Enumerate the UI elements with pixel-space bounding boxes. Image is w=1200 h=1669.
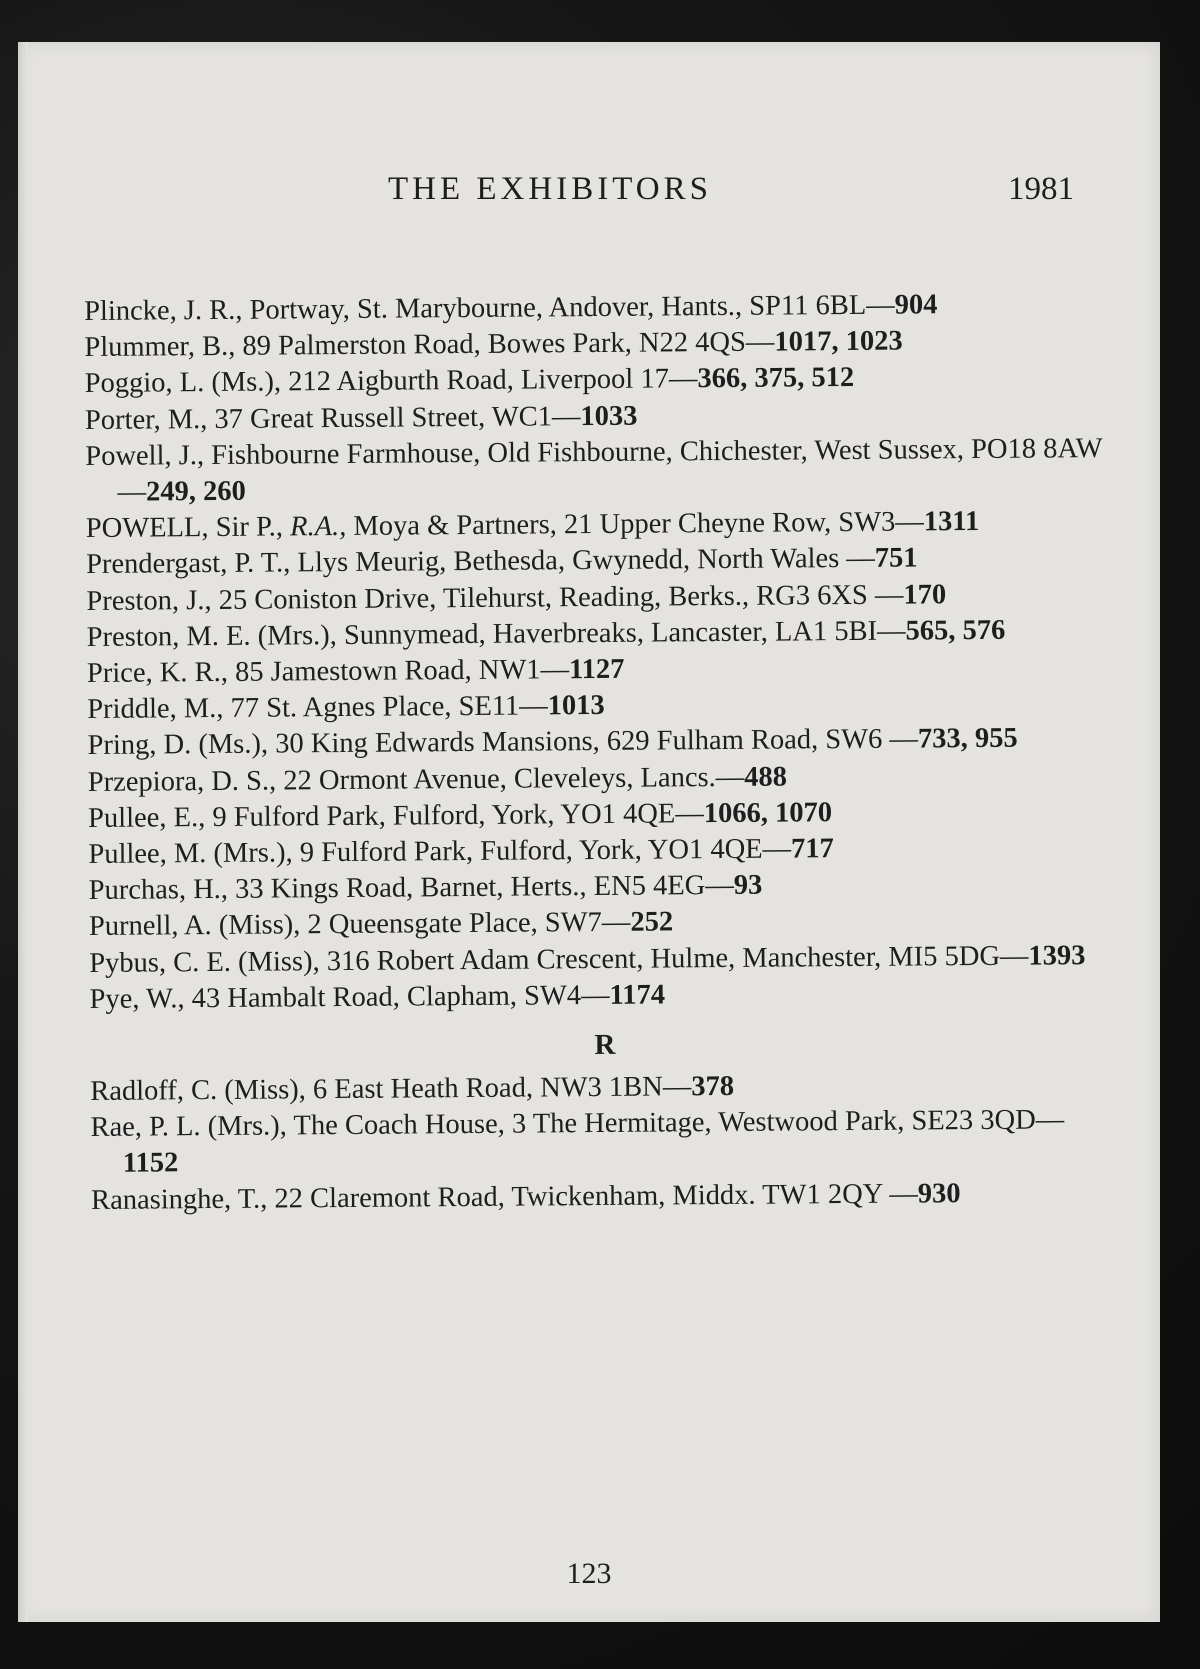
entry-text: Powell, J., Fishbourne Farmhouse, Old Fishbourne, Chichester, West Sussex, PO18 8AW— (85, 432, 1103, 508)
catalogue-numbers: 252 (630, 906, 674, 939)
catalogue-numbers: 1311 (923, 506, 980, 538)
entry-text: Preston, J., 25 Coniston Drive, Tilehurst, Reading, Berks., RG3 6XS — (86, 579, 904, 617)
entry-text: Przepiora, D. S., 22 Ormont Avenue, Cleveleys, Lancs.— (87, 761, 745, 798)
exhibitor-list (84, 286, 1111, 1219)
entry-text: Pring, D. (Ms.), 30 King Edwards Mansions, 629 Fulham Road, SW6 — (87, 723, 919, 762)
catalogue-numbers: 1174 (609, 979, 666, 1011)
page-header (18, 164, 1160, 214)
catalogue-numbers: 1393 (1028, 939, 1086, 972)
entry-text: Plincke, J. R., Portway, St. Marybourne, Andover, Hants., SP11 6BL— (84, 289, 895, 327)
catalogue-numbers: 717 (790, 833, 834, 865)
entry-text: Purchas, H., 33 Kings Road, Barnet, Herts., EN5 4EG— (88, 870, 734, 907)
entry-text: Pybus, C. E. (Miss), 316 Robert Adam Crescent, Hulme, Manchester, MI5 5DG— (89, 940, 1029, 979)
entry-text: Price, K. R., 85 Jamestown Road, NW1— (86, 654, 570, 690)
entry-text: Ranasinghe, T., 22 Claremont Road, Twickenham, Middx. TW1 2QY — (90, 1178, 918, 1216)
catalogue-numbers: 565, 576 (905, 614, 1006, 647)
entry-text: Pye, W., 43 Hambalt Road, Clapham, SW4— (89, 979, 610, 1015)
page-number: 123 (566, 1557, 612, 1590)
entry-text: Radloff, C. (Miss), 6 East Heath Road, NW3 1BN— (90, 1071, 692, 1108)
entry-text: Plummer, B., 89 Palmerston Road, Bowes Park, N22 4QS— (84, 326, 775, 364)
catalogue-numbers: 751 (874, 542, 918, 575)
catalogue-numbers: 1013 (547, 690, 605, 722)
catalogue-numbers: 378 (691, 1070, 735, 1103)
entry-text: Poggio, L. (Ms.), 212 Aigburth Road, Liverpool 17— (84, 363, 698, 400)
entry-text: Priddle, M., 77 St. Agnes Place, SE11— (87, 690, 548, 726)
entry-name: POWELL, Sir P., (85, 511, 291, 545)
catalogue-numbers: 733, 955 (917, 723, 1018, 755)
entry-text: Pullee, E., 9 Fulford Park, Fulford, York, YO1 4QE— (87, 797, 704, 834)
catalogue-numbers: 170 (903, 578, 947, 611)
section-letter-heading: R (594, 1028, 616, 1062)
running-title: THE EXHIBITORS (388, 171, 712, 207)
catalogue-numbers: 1066, 1070 (703, 796, 833, 829)
exhibitor-entry (89, 974, 1109, 1018)
catalogue-numbers: 1127 (568, 653, 625, 686)
catalogue-numbers: 1152 (122, 1147, 179, 1180)
catalogue-numbers: 930 (917, 1177, 961, 1210)
catalogue-numbers: 1017, 1023 (774, 325, 903, 358)
exhibitor-entry (90, 1102, 1111, 1182)
book-page (18, 42, 1160, 1622)
catalogue-numbers: 93 (733, 869, 763, 902)
entry-text: Rae, P. L. (Mrs.), The Coach House, 3 The Hermitage, Westwood Park, SE23 3QD— (90, 1104, 1065, 1144)
catalogue-numbers: 904 (894, 289, 938, 321)
academician-title: R.A., (289, 511, 347, 543)
header-year: 1981 (1008, 171, 1074, 207)
page-gutter-shadow (18, 42, 28, 1622)
exhibitor-entry (91, 1175, 1111, 1219)
catalogue-numbers: 1033 (580, 400, 638, 432)
entry-text: Prendergast, P. T., Llys Meurig, Bethesda, Gwynedd, North Wales — (86, 543, 875, 581)
catalogue-numbers: 249, 260 (145, 475, 246, 508)
entry-text: Porter, M., 37 Great Russell Street, WC1— (84, 400, 581, 436)
entry-text: Preston, M. E. (Mrs.), Sunnymead, Haverbreaks, Lancaster, LA1 5BI— (86, 615, 906, 653)
catalogue-numbers: 488 (744, 761, 788, 793)
entry-text: Purnell, A. (Miss), 2 Queensgate Place, SW7— (88, 907, 631, 943)
entry-text: Moya & Partners, 21 Upper Cheyne Row, SW3— (346, 506, 924, 543)
catalogue-numbers: 366, 375, 512 (697, 362, 855, 395)
exhibitor-entry (85, 431, 1106, 511)
entry-text: Pullee, M. (Mrs.), 9 Fulford Park, Fulford, York, YO1 4QE— (88, 833, 792, 871)
